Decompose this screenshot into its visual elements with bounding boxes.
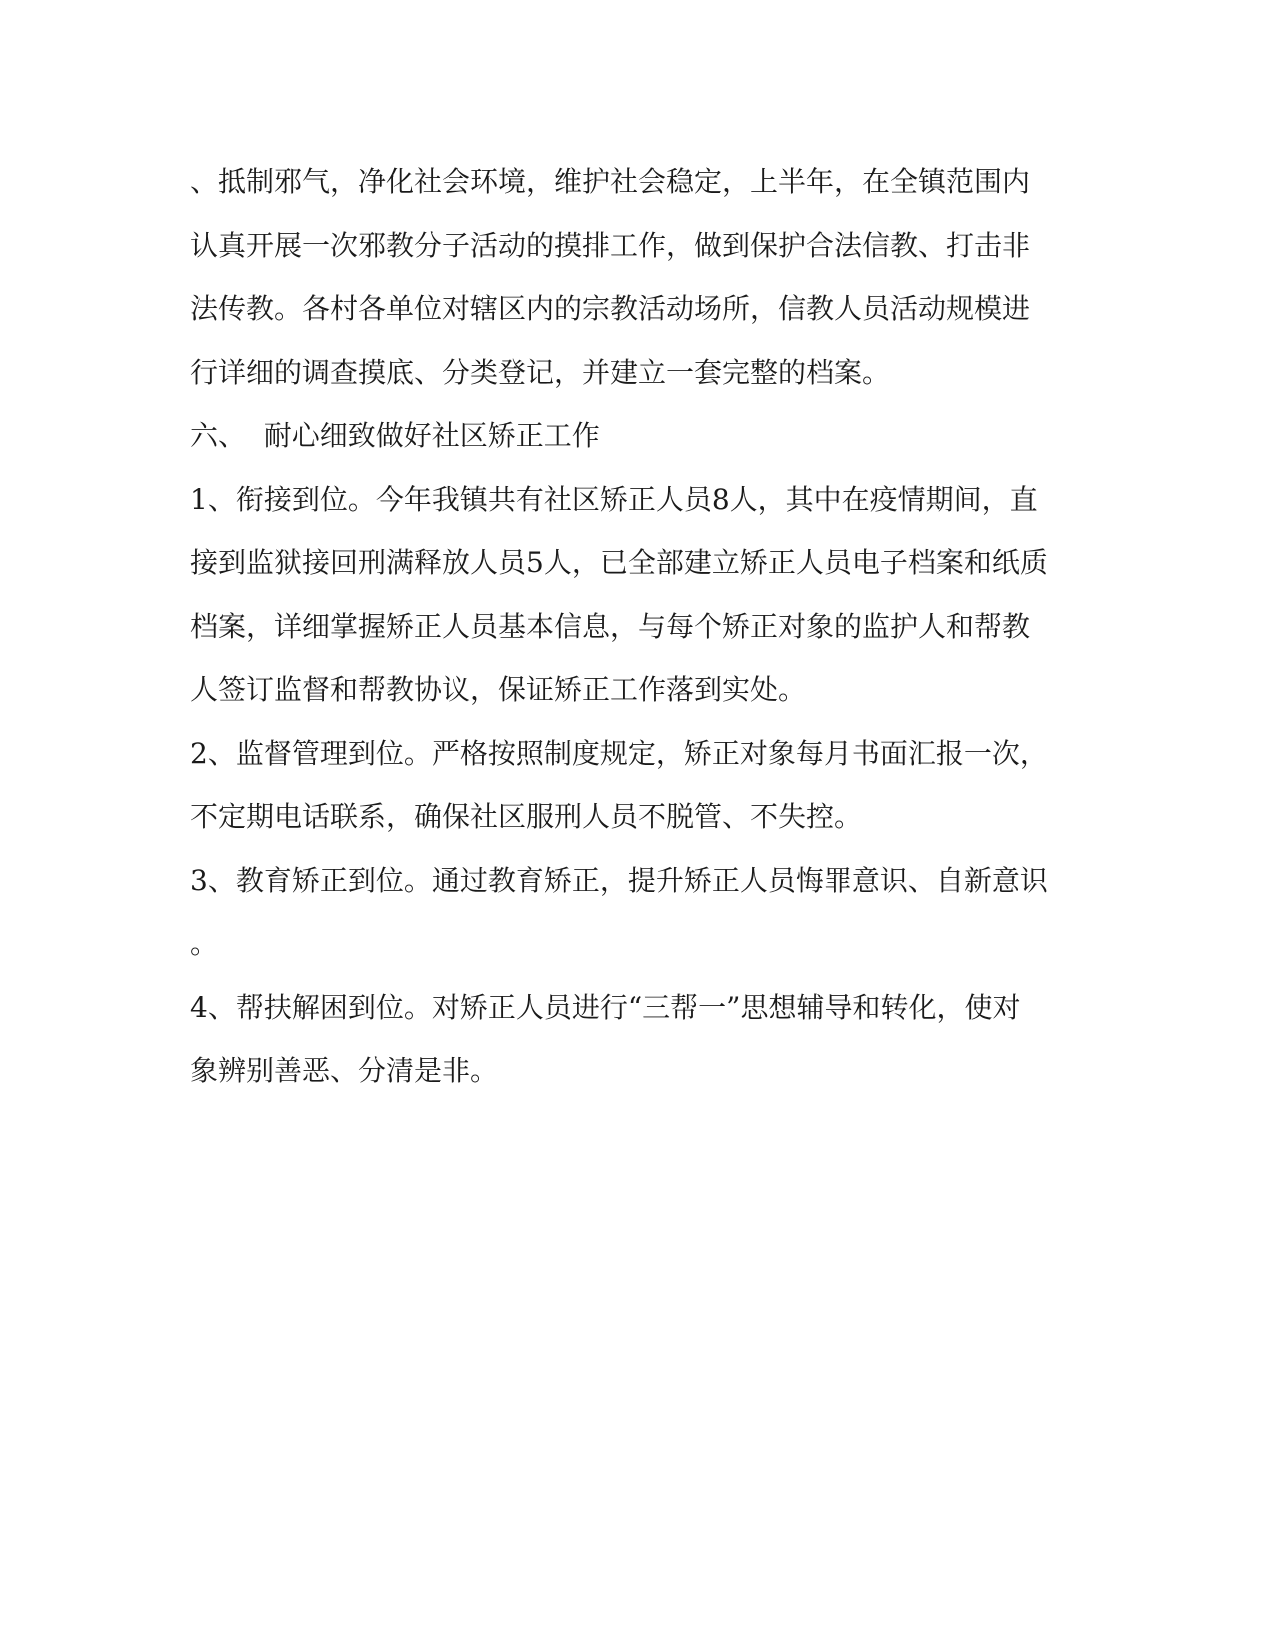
text-line: 1、衔接到位。今年我镇共有社区矫正人员8人，其中在疫情期间，直 [190,482,1038,516]
text-line: 4、帮扶解困到位。对矫正人员进行“三帮一”思想辅导和转化，使对 [190,990,1021,1024]
text-line: 3、教育矫正到位。通过教育矫正，提升矫正人员悔罪意识、自新意识 [190,863,1048,897]
text-line: 人签订监督和帮教协议，保证矫正工作落到实处。 [190,673,807,706]
text-line: 认真开展一次邪教分子活动的摸排工作，做到保护合法信教、打击非 [190,228,1031,262]
text-line: 2、监督管理到位。严格按照制度规定，矫正对象每月书面汇报一次， [190,736,1048,770]
section-heading: 六、 耐心细致做好社区矫正工作 [190,419,600,452]
text-line: 象辨别善恶、分清是非。 [190,1054,499,1087]
body-text [190,150,1090,1103]
text-line: 接到监狱接回刑满释放人员5人，已全部建立矫正人员电子档案和纸质 [190,546,1048,579]
text-line: 法传教。各村各单位对辖区内的宗教活动场所，信教人员活动规模进 [190,292,1031,325]
text-line: 、抵制邪气，净化社会环境，维护社会稳定，上半年，在全镇范围内 [190,165,1031,198]
text-line: 。 [190,927,219,960]
text-line: 档案，详细掌握矫正人员基本信息，与每个矫正对象的监护人和帮教 [190,609,1031,643]
text-line: 行详细的调查摸底、分类登记，并建立一套完整的档案。 [190,355,891,389]
text-line: 不定期电话联系，确保社区服刑人员不脱管、不失控。 [190,800,863,833]
